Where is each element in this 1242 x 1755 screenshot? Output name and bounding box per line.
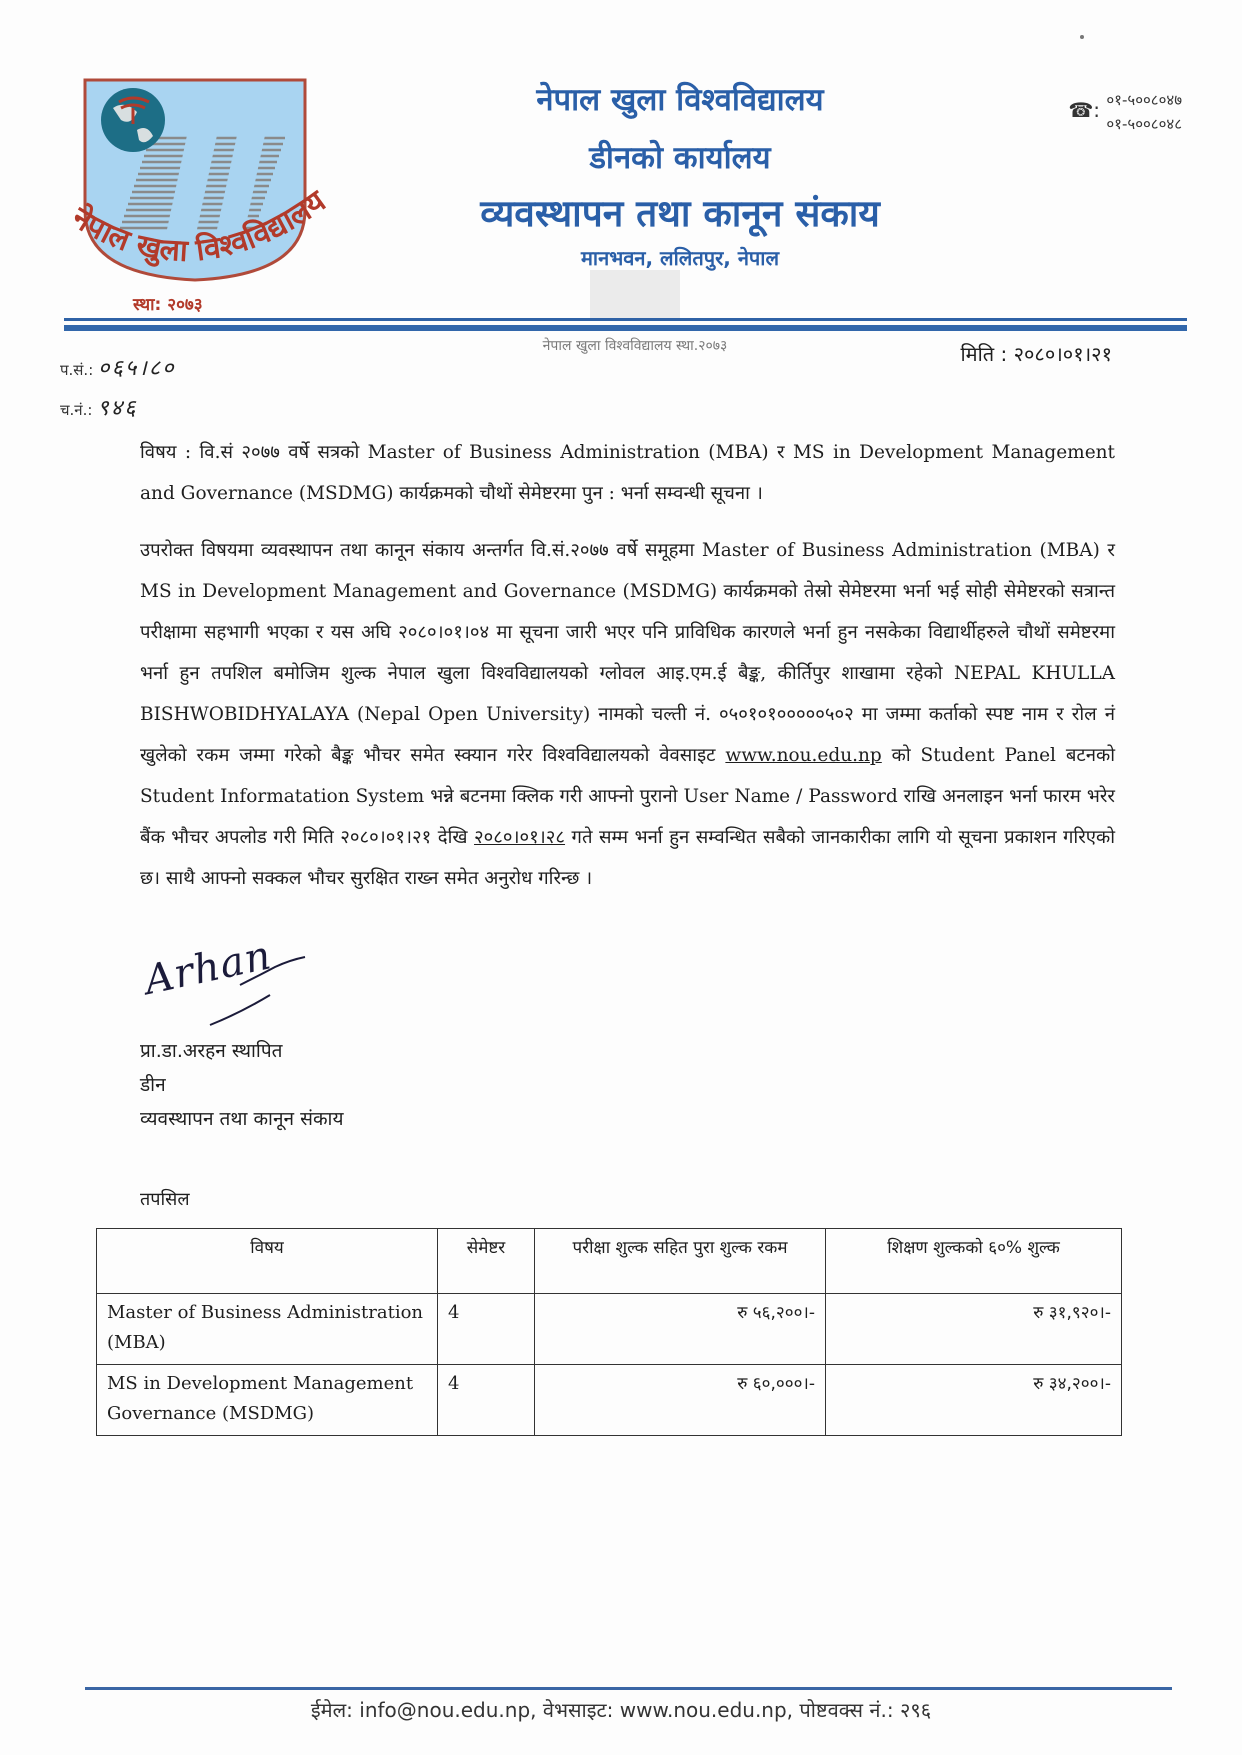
logo-established: स्था: २०७३ <box>133 295 203 315</box>
university-logo <box>55 60 355 290</box>
subject-line: विषय : वि.सं २०७७ वर्षे सत्रको Master of Business Administration (MBA) र MS in Development Management and Governance (MSDMG) कार्यक्रमको चौथों सेमेष्टरमा पुन : भर्ना सम्वन्धी सूचना । <box>140 442 1115 504</box>
signatory-block <box>140 1034 343 1136</box>
date-label: मिति : <box>960 342 1008 366</box>
cell-semester: 4 <box>438 1294 535 1365</box>
reference-ps <box>60 352 176 382</box>
university-name: नेपाल खुला विश्वविद्यालय <box>536 82 824 118</box>
notice-body <box>140 530 1115 899</box>
column-header: सेमेष्टर <box>438 1229 535 1294</box>
cell-subject: Master of Business Administration (MBA) <box>97 1294 438 1365</box>
official-stamp: नेपाल खुला विश्वविद्यालय स्था.२०७३ <box>542 338 728 354</box>
signatory-name: प्रा.डा.अरहन स्थापित <box>140 1040 283 1062</box>
cell-full-fee: रु ५६,२००।- <box>535 1294 826 1365</box>
telephone-icon: ☎: <box>1068 98 1101 122</box>
logo-arc-text: नेपाल खुला विश्वविद्यालय <box>65 183 333 270</box>
office-name: डीनको कार्यालय <box>589 140 771 176</box>
table-row <box>97 1294 1122 1365</box>
body-text: को Student Panel बटनको Student Informatation System भन्ने बटनमा क्लिक गरी आफ्नो पुरानो User Name / Password राखि अनलाइन भर्ना फारम भरेर बैंक भौचर अपलोड गरी मिति २०८०।०१।२१ देखि <box>140 745 1115 848</box>
scan-speck <box>1080 35 1084 39</box>
address: मानभवन, ललितपुर, नेपाल <box>580 246 780 270</box>
footer-contact: ईमेल: info@nou.edu.np, वेभसाइट: www.nou.edu.np, पोष्टवक्स नं.: २९६ <box>310 1698 932 1722</box>
column-header: शिक्षण शुल्कको ६०% शुल्क <box>826 1229 1122 1294</box>
website-link[interactable]: www.nou.edu.np <box>725 745 882 766</box>
details-heading: तपसिल <box>140 1189 190 1210</box>
date-value: २०८०।०१।२१ <box>1013 342 1112 366</box>
signature: Arhan <box>140 932 276 1004</box>
phone-number: ०१-५००८०४७ <box>1106 91 1182 109</box>
cell-tuition-60: रु ३४,२००।- <box>826 1365 1122 1436</box>
cn-value: ९४६ <box>97 396 138 421</box>
signatory-faculty: व्यवस्थापन तथा कानून संकाय <box>140 1108 344 1130</box>
column-header: विषय <box>97 1229 438 1294</box>
cell-semester: 4 <box>438 1365 535 1436</box>
signatory-title: डीन <box>140 1074 166 1096</box>
phone-numbers <box>1068 88 1182 136</box>
cell-full-fee: रु ६०,०००।- <box>535 1365 826 1436</box>
cell-tuition-60: रु ३१,९२०।- <box>826 1294 1122 1365</box>
body-text: गते सम्म भर्ना हुन सम्वन्धित सबैको जानकारीका लागि यो सूचना प्रकाशन गरिएको छ। साथै आफ्नो सक्कल भौचर सुरक्षित राख्न समेत अनुरोध गरिन्छ । <box>140 827 1115 889</box>
cn-label: च.नं.: <box>60 401 93 419</box>
reference-cn <box>60 392 138 422</box>
table-header-row <box>97 1229 1122 1294</box>
ps-value: ०६५।८० <box>98 356 176 381</box>
table-row <box>97 1365 1122 1436</box>
phone-number: ०१-५००८०४८ <box>1106 115 1182 133</box>
official-stamp-seal <box>590 270 680 320</box>
end-date: २०८०।०१।२८ <box>474 827 566 848</box>
cell-subject: MS in Development Management Governance (MSDMG) <box>97 1365 438 1436</box>
faculty-name: व्यवस्थापन तथा कानून संकाय <box>480 192 880 235</box>
ps-label: प.सं.: <box>60 361 94 379</box>
body-text: उपरोक्त विषयमा व्यवस्थापन तथा कानून संकाय अन्तर्गत वि.सं.२०७७ वर्षे समूहमा Master of Business Administration (MBA) र MS in Development Management and Governance (MSDMG) कार्यक्रमको तेस्रो सेमेष्टरमा भर्ना भई सोही सेमेष्टरको सत्रान्त परीक्षामा सहभागी भएका र यस अघि २०८०।०१।०४ मा सूचना जारी भएर पनि प्राविधिक कारणले भर्ना हुन नसकेका विद्यार्थीहरुले चौथों समेष्टरमा भर्ना हुन तपशिल बमोजिम शुल्क नेपाल खुला विश्वविद्यालयको ग्लोवल आइ.एम.ई बैङ्क, कीर्तिपुर शाखामा रहेको NEPAL KHULLA BISHWOBIDHYALAYA (Nepal Open University) नामको चल्ती नं. ०५०१०१०००००५०२ मा जम्मा कर्ताको स्पष्ट नाम र रोल नं खुलेको रकम जम्मा गरेको बैङ्क भौचर समेत स्क्यान गरेर विश्वविद्यालयको वेवसाइट <box>140 540 1115 766</box>
header-divider-thin <box>64 318 1187 321</box>
footer-divider <box>85 1687 1172 1690</box>
fee-table <box>96 1228 1122 1436</box>
header-divider-thick <box>64 325 1187 331</box>
column-header: परीक्षा शुल्क सहित पुरा शुल्क रकम <box>535 1229 826 1294</box>
letter-date <box>960 340 1112 367</box>
